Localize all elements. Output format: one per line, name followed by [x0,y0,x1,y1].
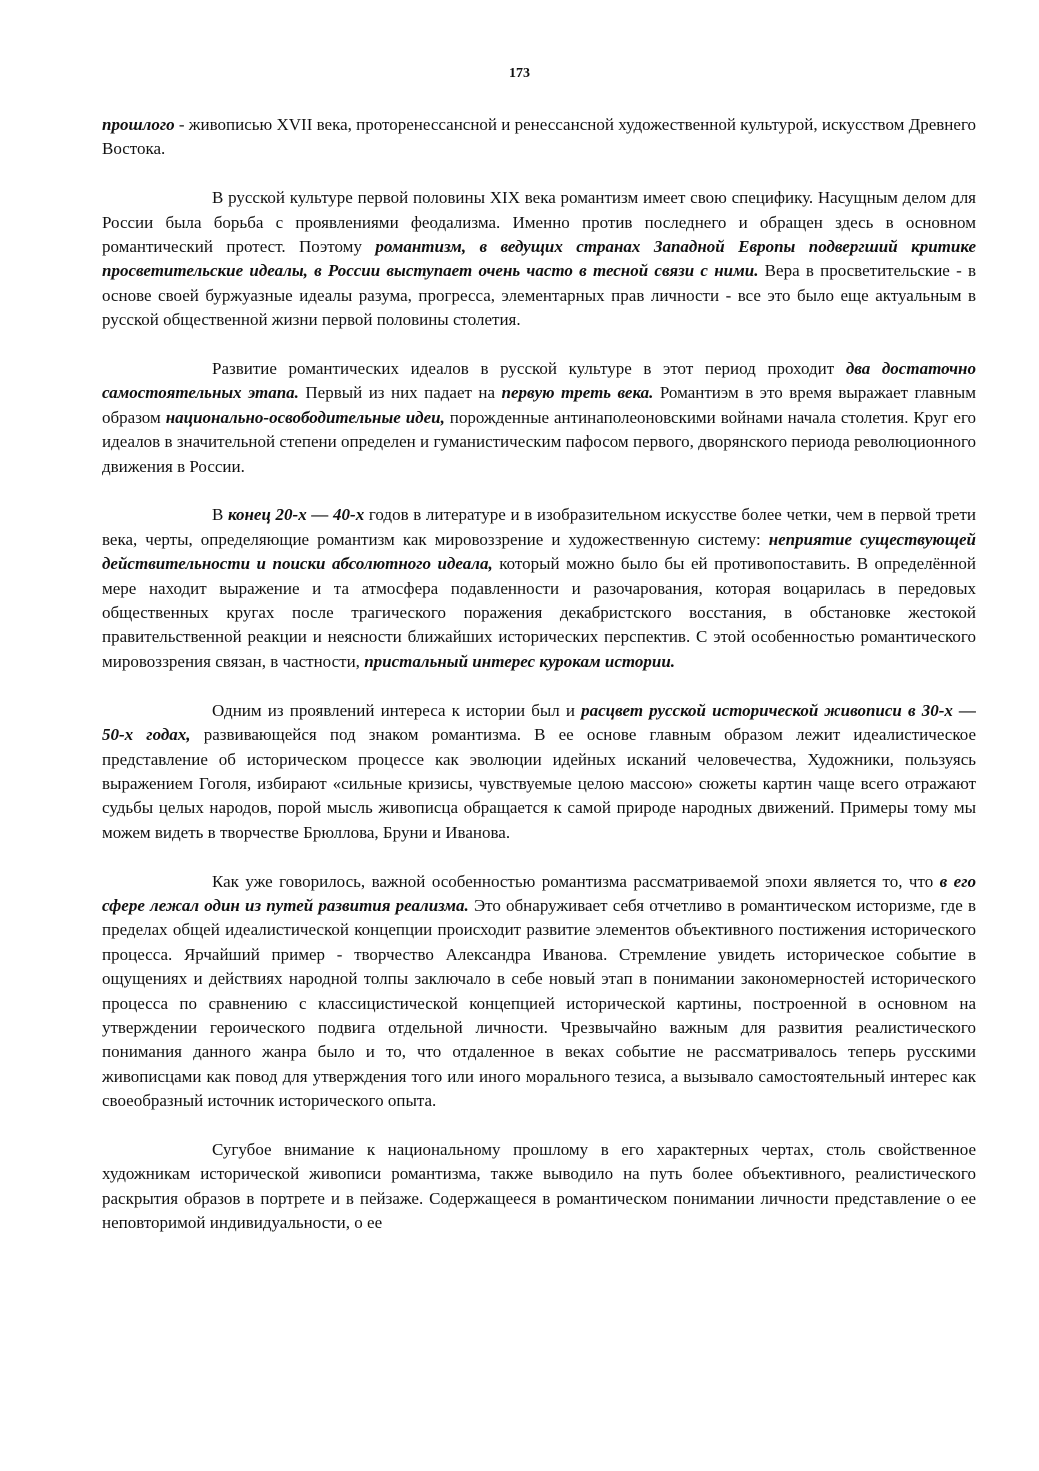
text-run: В [212,505,228,525]
emphasized-text: романтизм, в ведущих странах Западной Европы подвергший критике просветительские идеалы, в России выступает очень часто в тесной связи с ними. [102,237,976,281]
paragraph [102,113,976,162]
body-text [102,113,976,1236]
emphasized-text: расцвет русской исторической живописи в 30-х — 50-х годах, [102,700,976,745]
text-run: В русской культуре первой половины XIX века романтизм имеет свою специфику. Насущным делом для России была борьба с проявлениями феодализма. Именно против последнего и обращен здесь в основном романтический протест. Поэтому [102,188,976,257]
text-run: Развитие романтических идеалов в русской культуре в этот период проходит [212,359,846,379]
paragraph [102,186,976,332]
emphasized-text: национально-освободительные идеи, [165,407,445,427]
text-run: Сугубое внимание к национальному прошлому в его характерных чертах, столь свойственное художникам исторической живописи романтизма, также выводило на путь более объективного, реалистического раскрытия образов в портрете и в пейзаже. Содержащееся в романтическом понимании личности представление о ее неповторимой индивидуальности, о ее [102,1139,976,1233]
text-run: который можно было бы ей противопоставить. В определённой мере находит выражение и та атмосфера подавленности и разочарования, которая воцарилась в передовых общественных кругах после трагического поражения декабристского восстания, в обстановке жестокой правительственной реакции и неясности ближайших исторических перспектив. С этой особенностью романтического мировоззрения связан, в частности, [102,554,976,671]
text-run: - живописью XVII века, проторенессансной и ренессансной художественной культурой, искусством Древнего Востока. [102,115,976,159]
emphasized-text: пристальный интерес курокам истории. [364,651,676,671]
text-run: порожденные антинаполеоновскими войнами начала столетия. Круг его идеалов в значительной степени определен и гуманистическим пафосом первого, дворянского периода революционного движения в России. [102,407,977,476]
page-number: 173 [509,66,530,81]
emphasized-text: два достаточно самостоятельных этапа. [102,359,976,403]
emphasized-text: в его сфере лежал один из путей развития реализма. [102,871,976,915]
text-run: годов в литературе и в изобразительном искусстве более четки, чем в первой трети века, черты, определяющие романтизм как мировоззрение и художественную систему: [102,505,976,549]
paragraph [102,503,976,674]
paragraph [102,699,976,845]
paragraph [102,870,976,1114]
text-run: Вера в просветительские - в основе своей буржуазные идеалы разума, прогресса, элементарных прав личности - все это было еще актуальным в русской общественной жизни первой половины столетия. [102,261,976,330]
paragraph [102,1138,976,1236]
text-run: Это обнаруживает себя отчетливо в романтическом историзме, где в пределах общей идеалистической концепции происходит развитие элементов объективного постижения исторического процесса. Ярчайший пример - творчество Александра Иванова. Стремление увидеть историческое событие в ощущениях и действиях народной толпы заключало в себе новый этап в понимании закономерностей исторического процесса по сравнению с классицистической концепцией исторической картины, построенной в основном на утверждении героического подвига отдельной личности. Чрезвычайно важным для развития реалистического понимания данного жанра было и то, что отдаленное в веках событие не рассматривалось теперь русскими живописцами как повод для утверждения того или иного морального тезиса, а вызывало самостоятельный интерес как своеобразный источник исторического опыта. [102,895,977,1111]
text-run: развивающейся под знаком романтизма. В ее основе главным образом лежит идеалистическое представление об историческом процессе как эволюции идейных исканий человечества, Художники, пользуясь выражением Гоголя, избирают «сильные кризисы, чувствуемые целою массою» сюжеты картин чаще всего отражают судьбы целых народов, порой мысль живописца обращается к самой природе народных движений. Примеры тому мы можем видеть в творчестве Брюллова, Бруни и Иванова. [102,725,976,842]
text-run: Одним из проявлений интереса к истории был и [212,700,582,720]
emphasized-text: прошлого [102,115,175,134]
text-run: Первый из них падает на [298,383,502,403]
emphasized-text: конец 20-х — 40-х [228,505,365,525]
emphasized-text: неприятие существующей действительности и поиски абсолютного идеала, [102,529,976,574]
paragraph [102,357,976,479]
emphasized-text: первую треть века. [501,383,654,403]
text-run: Как уже говорилось, важной особенностью романтизма рассматриваемой эпохи является то, что [212,871,940,891]
text-run: Романтиэм в это время выражает главным образом [102,383,976,427]
